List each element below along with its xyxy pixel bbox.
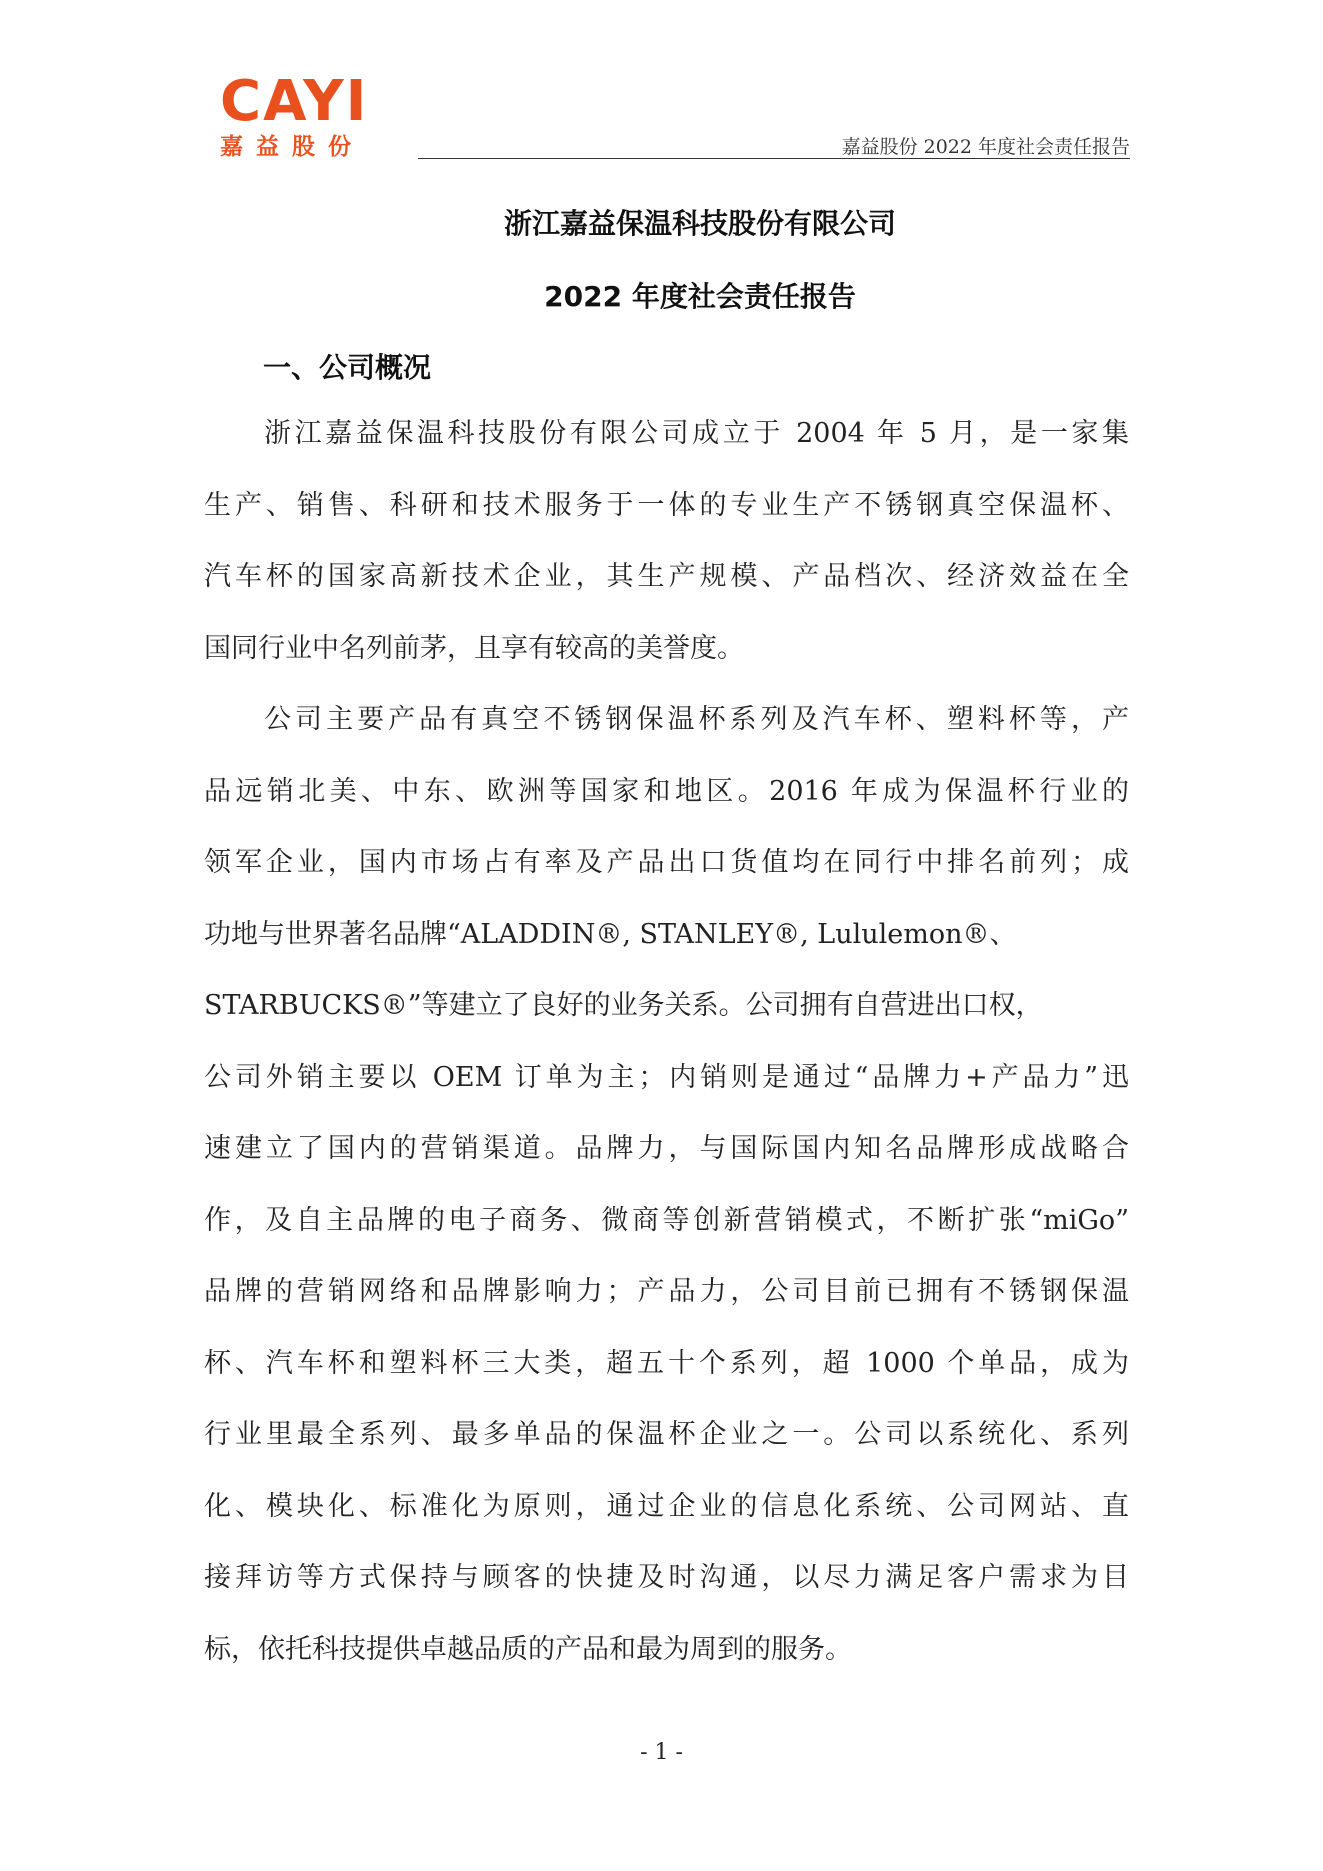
header-divider (418, 158, 1130, 159)
document-subtitle: 2022 年度社会责任报告 (544, 280, 856, 313)
text-line: 标，依托科技提供卓越品质的产品和最为周到的服务。 (204, 1633, 852, 1665)
text-line: 接拜访等方式保持与顾客的快捷及时沟通，以尽力满足客户需求为目 (204, 1562, 1129, 1593)
running-header: 嘉益股份 2022 年度社会责任报告 (841, 136, 1130, 158)
text-line: 行业里最全系列、最多单品的保温杯企业之一。公司以系统化、系列 (204, 1419, 1129, 1450)
logo-chinese-name: 嘉益股份 (220, 134, 364, 160)
text-line: 汽车杯的国家高新技术企业，其生产规模、产品档次、经济效益在全 (204, 561, 1129, 592)
text-line: 品远销北美、中东、欧洲等国家和地区。2016 年成为保温杯行业的 (204, 775, 1129, 807)
text-line: 作，及自主品牌的电子商务、微商等创新营销模式，不断扩张“miGo” (204, 1204, 1129, 1236)
text-line: 领军企业，国内市场占有率及产品出口货值均在同行中排名前列；成 (204, 847, 1129, 878)
text-line: 公司主要产品有真空不锈钢保温杯系列及汽车杯、塑料杯等，产 (264, 704, 1129, 735)
text-line: 浙江嘉益保温科技股份有限公司成立于 2004 年 5 月，是一家集 (264, 418, 1129, 449)
text-line: 功地与世界著名品牌“ALADDIN®, STANLEY®, Lululemon®、 (204, 918, 1017, 950)
text-line: STARBUCKS®”等建立了良好的业务关系。公司拥有自营进出口权， (204, 990, 1043, 1021)
section-heading: 一、公司概况 (263, 351, 432, 384)
text-line: 公司外销主要以 OEM 订单为主；内销则是通过“品牌力+产品力”迅 (204, 1061, 1129, 1093)
page-number: - 1 - (640, 1740, 683, 1765)
text-line: 速建立了国内的营销渠道。品牌力，与国际国内知名品牌形成战略合 (204, 1133, 1129, 1164)
text-line: 品牌的营销网络和品牌影响力；产品力，公司目前已拥有不锈钢保温 (204, 1276, 1129, 1307)
document-title: 浙江嘉益保温科技股份有限公司 (503, 207, 896, 240)
paragraph-1 (204, 398, 1129, 684)
text-line: 杯、汽车杯和塑料杯三大类，超五十个系列，超 1000 个单品，成为 (204, 1347, 1129, 1379)
logo-wordmark: CAYI (220, 69, 369, 134)
text-line: 化、模块化、标准化为原则，通过企业的信息化系统、公司网站、直 (204, 1490, 1129, 1522)
paragraph-2 (204, 684, 1129, 1685)
text-line: 生产、销售、科研和技术服务于一体的专业生产不锈钢真空保温杯、 (204, 489, 1129, 521)
text-line: 国同行业中名列前茅，且享有较高的美誉度。 (204, 632, 744, 664)
company-logo (220, 69, 382, 160)
